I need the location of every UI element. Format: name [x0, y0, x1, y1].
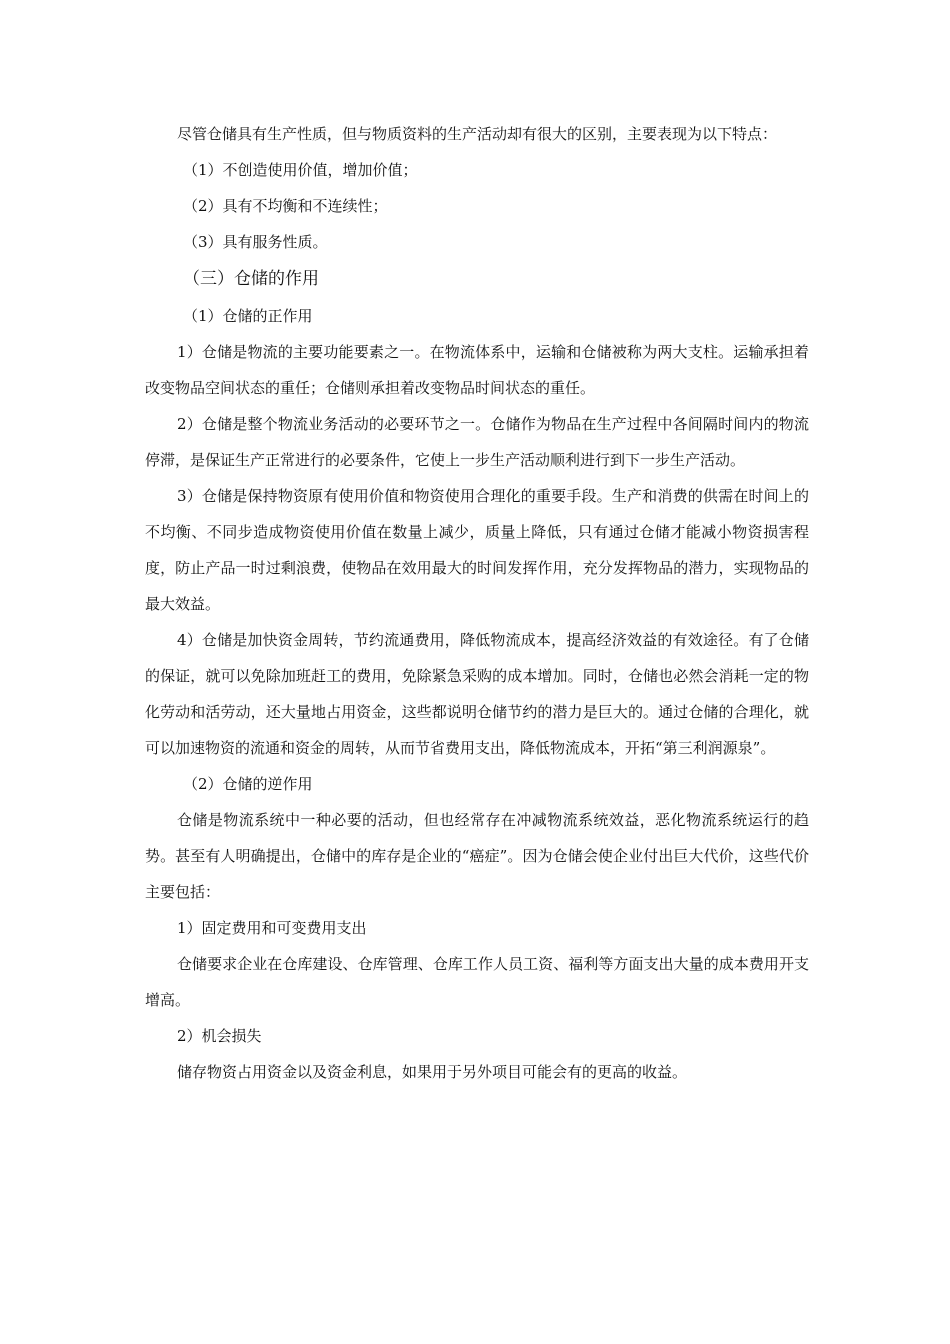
- feature-item-1: （1）不创造使用价值，增加价值；: [183, 161, 418, 179]
- intro-paragraph: 尽管仓储具有生产性质，但与物质资料的生产活动却有很大的区别，主要表现为以下特点：: [177, 125, 778, 143]
- negative-title: （2）仓储的逆作用: [183, 775, 313, 793]
- positive-point-4: 4）仓储是加快资金周转，节约流通费用，降低物流成本，提高经济效益的有效途径。有了仓储的保证，就可以免除加班赶工的费用，免除紧急采购的成本增加。同时，仓储也必然会消耗一定的物化劳动和活劳动，还大量地占用资金，这些都说明仓储节约的潜力是巨大的。通过仓储的合理化，就可以加速物资的流通和资金的周转，从而节省费用支出，降低物流成本，开拓“第三利润源泉”。: [145, 631, 809, 757]
- section-title: （三）仓储的作用: [183, 269, 319, 289]
- cost1-text: 仓储要求企业在仓库建设、仓库管理、仓库工作人员工资、福利等方面支出大量的成本费用开支增高。: [145, 955, 809, 1009]
- positive-point-1: 1）仓储是物流的主要功能要素之一。在物流体系中，运输和仓储被称为两大支柱。运输承担着改变物品空间状态的重任；仓储则承担着改变物品时间状态的重任。: [145, 343, 809, 397]
- document-body: [145, 116, 809, 1090]
- positive-title: （1）仓储的正作用: [183, 307, 313, 325]
- cost2-title: 2）机会损失: [177, 1027, 262, 1045]
- negative-intro: 仓储是物流系统中一种必要的活动，但也经常存在冲减物流系统效益，恶化物流系统运行的趋势。甚至有人明确提出，仓储中的库存是企业的“癌症”。因为仓储会使企业付出巨大代价，这些代价主要包括：: [145, 811, 809, 901]
- feature-item-2: （2）具有不均衡和不连续性；: [183, 197, 388, 215]
- cost2-text: 储存物资占用资金以及资金利息，如果用于另外项目可能会有的更高的收益。: [177, 1063, 688, 1081]
- cost1-title: 1）固定费用和可变费用支出: [177, 919, 367, 937]
- positive-point-2: 2）仓储是整个物流业务活动的必要环节之一。仓储作为物品在生产过程中各间隔时间内的物流停滞，是保证生产正常进行的必要条件，它使上一步生产活动顺利进行到下一步生产活动。: [145, 415, 809, 469]
- positive-point-3: 3）仓储是保持物资原有使用价值和物资使用合理化的重要手段。生产和消费的供需在时间上的不均衡、不同步造成物资使用价值在数量上减少，质量上降低，只有通过仓储才能减小物资损害程度，防止产品一时过剩浪费，使物品在效用最大的时间发挥作用，充分发挥物品的潜力，实现物品的最大效益。: [145, 487, 809, 613]
- feature-item-3: （3）具有服务性质。: [183, 233, 328, 251]
